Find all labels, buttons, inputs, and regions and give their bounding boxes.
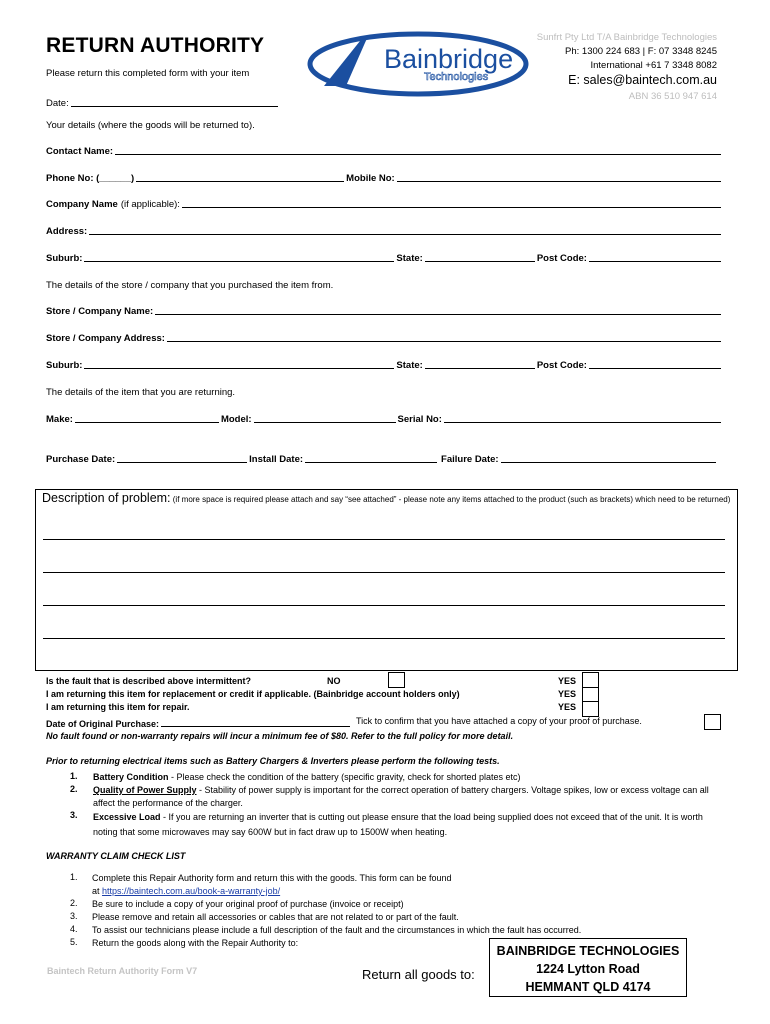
- svg-text:Bainbridge: Bainbridge: [384, 44, 514, 74]
- description-line[interactable]: [43, 638, 725, 639]
- replacement-question: I am returning this item for replacement or credit if applicable. (Bainbridge account holders only): [46, 689, 460, 699]
- bainbridge-logo: [306, 28, 536, 100]
- dates-row: [46, 451, 718, 465]
- description-note: (if more space is required please attach and say “see attached” - please note any items attached to the product (such as brackets) which need to be returned): [172, 495, 731, 504]
- yes-label: YES: [558, 689, 577, 699]
- battery-condition-text: - Please check the condition of the battery (specific gravity, check for shorted plates etc): [168, 772, 521, 782]
- intermittent-yes-checkbox[interactable]: [582, 672, 599, 688]
- contact-name-label: Contact Name:: [46, 146, 114, 157]
- suburb-row: [46, 250, 723, 264]
- company-name-row: [46, 196, 723, 210]
- return-all-label: Return all goods to:: [362, 967, 475, 982]
- address-row: [46, 223, 723, 237]
- svg-text:Technologies: Technologies: [424, 71, 489, 83]
- company-name-field[interactable]: [182, 207, 721, 208]
- company-abn: ABN 36 510 947 614: [628, 91, 717, 102]
- power-supply-text: - Stability of power supply is important for the correct operation of battery chargers. Voltage spikes, low or excess voltage can all affect the performance of the charger.: [93, 785, 709, 808]
- date-original-field[interactable]: [161, 726, 350, 727]
- description-line[interactable]: [43, 605, 725, 606]
- return-address-box: [489, 938, 687, 997]
- address-field[interactable]: [89, 234, 721, 235]
- list-number: 4.: [70, 924, 78, 934]
- checklist-item-1-text: Complete this Repair Authority form and return this with the goods. This form can be found: [92, 873, 452, 883]
- page-subtitle: Please return this completed form with your item: [46, 68, 250, 79]
- checklist-heading: WARRANTY CLAIM CHECK LIST: [46, 851, 186, 861]
- date-field[interactable]: [71, 106, 278, 107]
- date-row: [46, 95, 280, 109]
- contact-name-field[interactable]: [115, 154, 721, 155]
- store-suburb-label: Suburb:: [46, 360, 83, 371]
- list-number: 1.: [70, 771, 78, 781]
- description-line[interactable]: [43, 539, 725, 540]
- make-label: Make:: [46, 414, 73, 425]
- serial-no-label: Serial No:: [397, 414, 442, 425]
- electrical-item-1: [93, 771, 723, 784]
- list-number: 3.: [70, 810, 78, 820]
- your-details-heading: Your details (where the goods will be returned to).: [46, 120, 255, 131]
- company-name-note: (if applicable):: [120, 199, 180, 210]
- electrical-item-2: [93, 784, 723, 810]
- company-phone: Ph: 1300 224 683 | F: 07 3348 8245: [565, 46, 717, 57]
- no-label: NO: [327, 676, 341, 686]
- suburb-field[interactable]: [84, 261, 394, 262]
- post-code-label: Post Code:: [536, 253, 587, 264]
- repair-yes-checkbox[interactable]: [582, 701, 599, 717]
- phone-field[interactable]: [136, 181, 344, 182]
- post-code-field[interactable]: [589, 261, 721, 262]
- store-suburb-row: [46, 357, 723, 371]
- store-suburb-field[interactable]: [84, 368, 394, 369]
- page-title: RETURN AUTHORITY: [46, 34, 265, 57]
- yes-label: YES: [558, 702, 577, 712]
- checklist-item-3: Please remove and retain all accessories or cables that are not related to or part of the fault.: [92, 912, 459, 922]
- checklist-item-2: Be sure to include a copy of your original proof of purchase (invoice or receipt): [92, 899, 404, 909]
- warranty-link[interactable]: https://baintech.com.au/book-a-warranty-job/: [102, 886, 281, 896]
- proof-of-purchase-checkbox[interactable]: [704, 714, 721, 730]
- no-checkbox[interactable]: [388, 672, 405, 688]
- company-name-label: Company Name: [46, 199, 118, 210]
- make-field[interactable]: [75, 422, 219, 423]
- install-date-label: Install Date:: [249, 454, 304, 465]
- excessive-load-text: - If you are returning an inverter that is cutting out please ensure that the load being supplied does not exceed that of the unit. It is worth noting that some microwaves may say 600W but in fact draw up to 1500W when heating.: [93, 812, 703, 837]
- company-legal-name: Sunfrt Pty Ltd T/A Bainbridge Technologies: [536, 32, 717, 43]
- suburb-label: Suburb:: [46, 253, 83, 264]
- list-number: 2.: [70, 898, 78, 908]
- failure-date-label: Failure Date:: [441, 454, 499, 465]
- address-line-3: HEMMANT QLD 4174: [525, 980, 651, 994]
- company-email: E: sales@baintech.com.au: [568, 73, 717, 87]
- state-field[interactable]: [425, 261, 535, 262]
- address-line-2: 1224 Lytton Road: [536, 962, 640, 976]
- description-line[interactable]: [43, 572, 725, 573]
- repair-question: I am returning this item for repair.: [46, 702, 190, 712]
- address-label: Address:: [46, 226, 88, 237]
- store-name-row: [46, 303, 723, 317]
- description-box[interactable]: [35, 489, 738, 671]
- state-label: State:: [396, 253, 423, 264]
- form-version: Baintech Return Authority Form V7: [47, 966, 198, 976]
- date-label: Date:: [46, 98, 69, 109]
- install-date-field[interactable]: [305, 462, 437, 463]
- checklist-item-1-at: at: [92, 886, 100, 896]
- failure-date-field[interactable]: [501, 462, 716, 463]
- store-post-code-field[interactable]: [589, 368, 721, 369]
- date-original-row: [46, 715, 352, 729]
- tick-confirm-text: Tick to confirm that you have attached a copy of your proof of purchase.: [356, 716, 642, 726]
- store-details-heading: The details of the store / company that you purchased the item from.: [46, 280, 334, 291]
- intermittent-question: Is the fault that is described above intermittent?: [46, 676, 252, 686]
- company-info: [537, 31, 717, 104]
- item-details-heading: The details of the item that you are returning.: [46, 387, 236, 398]
- list-number: 1.: [70, 872, 78, 882]
- model-label: Model:: [220, 414, 252, 425]
- company-international: International +61 7 3348 8082: [590, 60, 717, 71]
- model-field[interactable]: [254, 422, 396, 423]
- make-row: [46, 411, 723, 425]
- list-number: 5.: [70, 937, 78, 947]
- yes-label: YES: [558, 676, 577, 686]
- serial-no-field[interactable]: [444, 422, 721, 423]
- power-supply-title: Quality of Power Supply: [93, 785, 197, 795]
- store-address-label: Store / Company Address:: [46, 333, 165, 344]
- purchase-date-label: Purchase Date:: [46, 454, 116, 465]
- mobile-label: Mobile No:: [346, 173, 395, 184]
- purchase-date-field[interactable]: [117, 462, 247, 463]
- description-label: Description of problem:: [42, 491, 171, 505]
- mobile-field[interactable]: [397, 181, 721, 182]
- phone-row: [46, 170, 723, 184]
- store-post-code-label: Post Code:: [536, 360, 587, 371]
- address-line-1: BAINBRIDGE TECHNOLOGIES: [496, 944, 680, 958]
- excessive-load-title: Excessive Load: [93, 812, 161, 822]
- electrical-item-3: [93, 810, 723, 840]
- date-original-label: Date of Original Purchase:: [46, 719, 160, 729]
- checklist-item-1: [92, 872, 712, 898]
- checklist-item-4: To assist our technicians please include a full description of the fault and the circumstances in which the fault has occurred.: [92, 925, 582, 935]
- store-address-row: [46, 330, 723, 344]
- checklist-item-5: Return the goods along with the Repair Authority to:: [92, 938, 299, 948]
- battery-condition-title: Battery Condition: [93, 772, 169, 782]
- list-number: 3.: [70, 911, 78, 921]
- store-address-field[interactable]: [167, 341, 721, 342]
- store-state-label: State:: [396, 360, 423, 371]
- description-heading: [42, 492, 732, 506]
- store-name-label: Store / Company Name:: [46, 306, 154, 317]
- list-number: 2.: [70, 784, 78, 794]
- store-name-field[interactable]: [155, 314, 721, 315]
- store-state-field[interactable]: [425, 368, 535, 369]
- electrical-heading: Prior to returning electrical items such as Battery Chargers & Inverters please perform the following tests.: [46, 756, 500, 766]
- no-fault-fee-note: No fault found or non-warranty repairs will incur a minimum fee of $80. Refer to the full policy for more detail.: [46, 731, 514, 741]
- contact-name-row: [46, 143, 723, 157]
- phone-label: Phone No: (______): [46, 173, 135, 184]
